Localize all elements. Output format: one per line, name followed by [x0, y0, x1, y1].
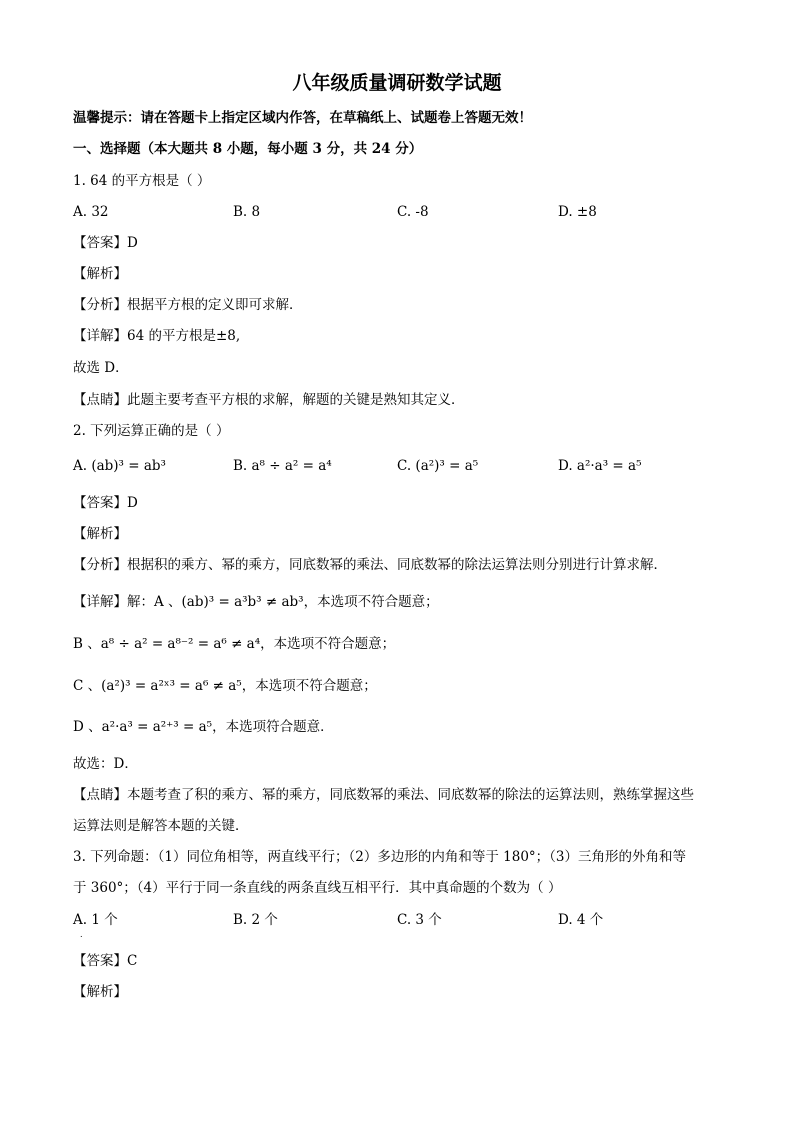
q1-option-d: D. ±8 [558, 204, 597, 220]
q2-detail-b: B 、a⁸ ÷ a² = a⁸⁻² = a⁶ ≠ a⁴，本选项不符合题意； [73, 636, 396, 652]
q1-fenxi: 【分析】根据平方根的定义即可求解． [73, 297, 303, 313]
q1-dianjing: 【点睛】此题主要考查平方根的求解，解题的关键是熟知其定义． [73, 392, 465, 408]
q2-dianjing-line1: 【点睛】本题考查了积的乘方、幂的乘方，同底数幂的乘法、同底数幂的除法的运算法则，熟练掌握这些 [73, 787, 694, 803]
q1-option-c: C. -8 [397, 204, 429, 220]
q2-stem: 2. 下列运算正确的是（ ） [73, 423, 230, 439]
q3-option-d: D. 4 个 [558, 912, 604, 928]
q2-dianjing-line2: 运算法则是解答本题的关键． [73, 818, 249, 834]
q2-option-a: A. (ab)³ = ab³ [73, 458, 166, 474]
q1-detail: 【详解】64 的平方根是±8, [73, 328, 241, 344]
q2-option-c: C. (a²)³ = a⁵ [397, 458, 479, 474]
q2-detail-d: D 、a²·a³ = a²⁺³ = a⁵，本选项符合题意． [73, 719, 334, 735]
q2-detail-c: C 、(a²)³ = a²ˣ³ = a⁶ ≠ a⁵，本选项不符合题意； [73, 678, 377, 694]
q1-option-a: A. 32 [73, 204, 109, 220]
q2-choose: 故选：D． [73, 756, 138, 772]
q3-option-b: B. 2 个 [233, 912, 278, 928]
q2-analysis: 【解析】 [73, 526, 127, 542]
q2-answer: 【答案】D [73, 495, 138, 511]
stray-dot: . [80, 930, 83, 939]
q1-analysis: 【解析】 [73, 266, 127, 282]
q2-fenxi: 【分析】根据积的乘方、幂的乘方，同底数幂的乘法、同底数幂的除法运算法则分别进行计算求解． [73, 557, 667, 573]
q1-answer: 【答案】D [73, 235, 138, 251]
q3-option-c: C. 3 个 [397, 912, 442, 928]
q3-stem-line2: 于 360°；（4）平行于同一条直线的两条直线互相平行．其中真命题的个数为（ ） [73, 880, 562, 896]
page-title: 八年级质量调研数学试题 [292, 72, 502, 94]
q1-stem: 1. 64 的平方根是（ ） [73, 173, 211, 189]
q3-answer: 【答案】C [73, 953, 138, 969]
q2-option-b: B. a⁸ ÷ a² = a⁴ [233, 458, 332, 474]
section-heading: 一、选择题（本大题共 8 小题，每小题 3 分，共 24 分） [73, 141, 423, 157]
q1-option-b: B. 8 [233, 204, 261, 220]
q1-choose: 故选 D． [73, 360, 129, 376]
q3-analysis: 【解析】 [73, 984, 127, 1000]
q2-option-d: D. a²·a³ = a⁵ [558, 458, 642, 474]
notice: 温馨提示：请在答题卡上指定区域内作答，在草稿纸上、试题卷上答题无效！ [73, 110, 532, 126]
q3-stem-line1: 3. 下列命题：（1）同位角相等，两直线平行；（2）多边形的内角和等于 180°；（3）三角形的外角和等 [73, 849, 686, 865]
q2-detail-a: 【详解】解：A 、(ab)³ = a³b³ ≠ ab³，本选项不符合题意； [73, 594, 439, 610]
q3-option-a: A. 1 个 [73, 912, 118, 928]
